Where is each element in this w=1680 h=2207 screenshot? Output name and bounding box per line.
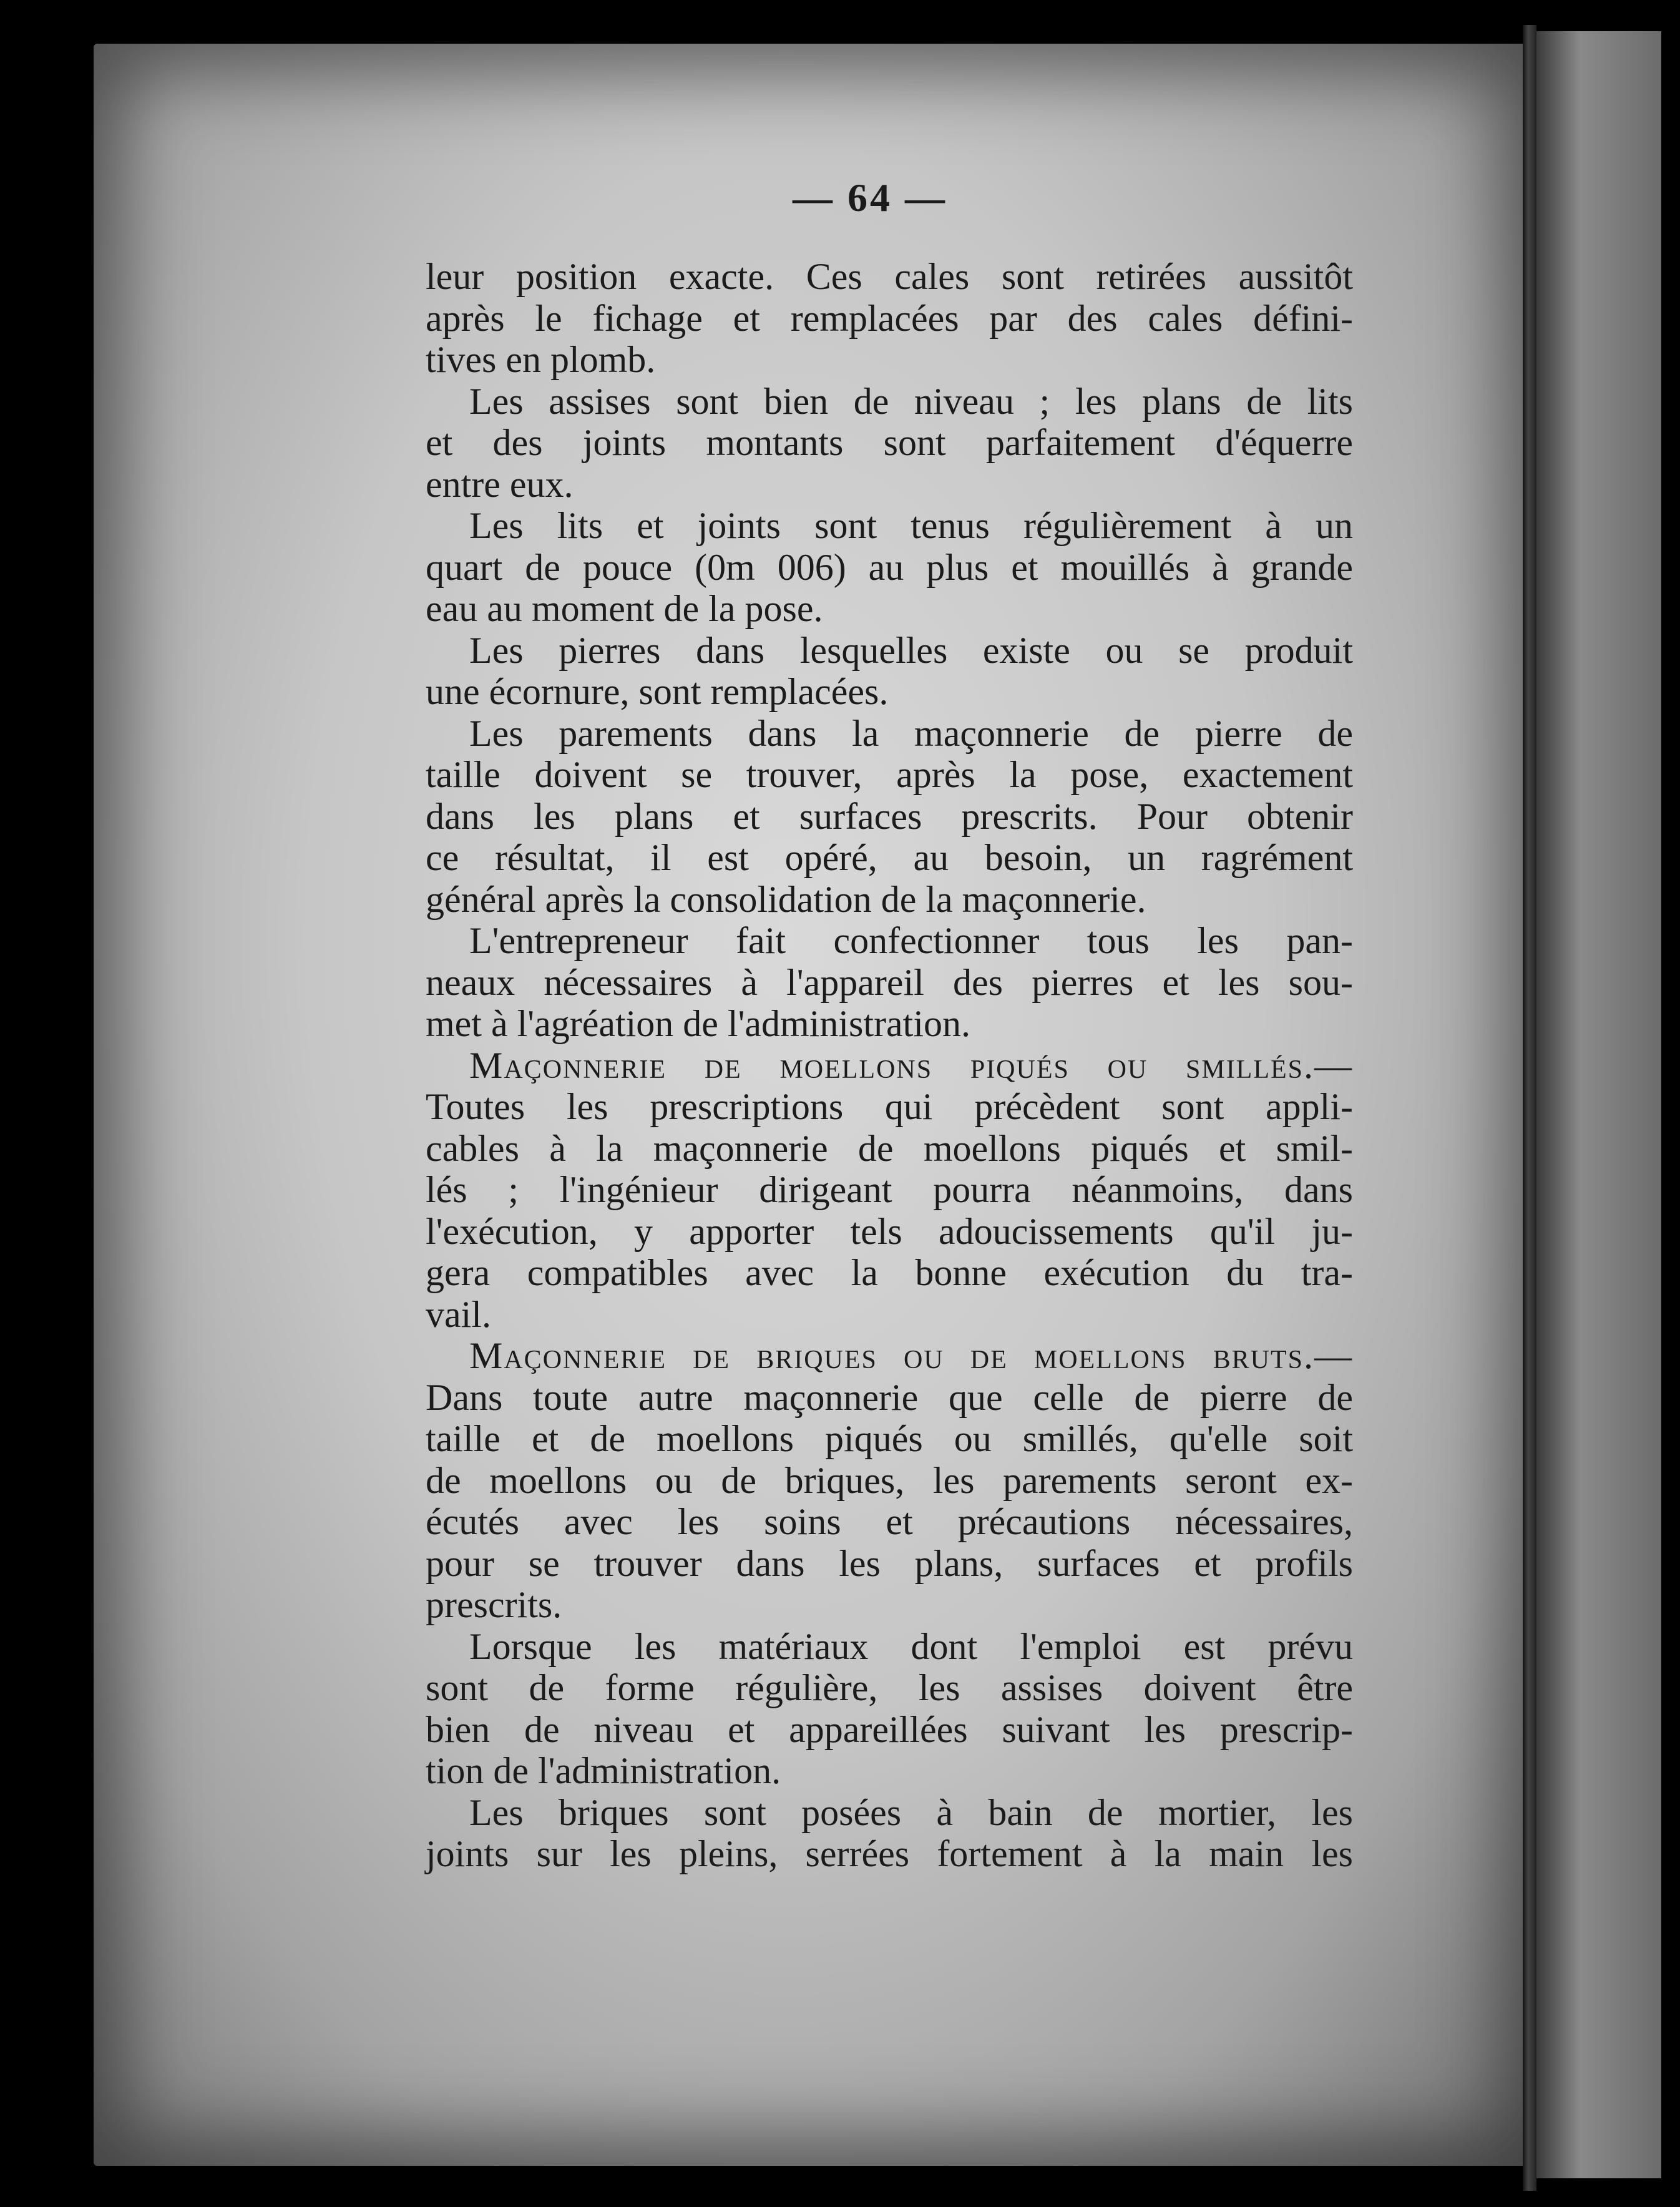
text-line: entre eux.	[426, 463, 574, 505]
text-line: Les assises sont bien de niveau ; les plans de lits	[469, 380, 1353, 422]
text-line: lés ; l'ingénieur dirigeant pourra néanmoins, dans	[426, 1169, 1353, 1210]
text-line: L'entrepreneur fait confectionner tous les pan-	[469, 920, 1353, 961]
text-line: Maçonnerie de moellons piqués ou smillés.—	[469, 1044, 1353, 1086]
book-spine	[1523, 25, 1536, 2191]
facing-page-edge	[1536, 31, 1661, 2178]
text-line: leur position exacte. Ces cales sont retirées aussitôt	[426, 256, 1353, 297]
text-line: de moellons ou de briques, les parements seront ex-	[426, 1459, 1353, 1501]
text-line: joints sur les pleins, serrées fortement à la main les	[426, 1833, 1353, 1874]
text-line: neaux nécessaires à l'appareil des pierres et les sou-	[426, 961, 1353, 1003]
text-line: Lorsque les matériaux dont l'emploi est prévu	[469, 1625, 1353, 1667]
text-line: Maçonnerie de briques ou de moellons bruts.—	[469, 1335, 1353, 1376]
text-line: Les pierres dans lesquelles existe ou se produit	[469, 629, 1353, 671]
text-line: et des joints montants sont parfaitement d'équerre	[426, 422, 1353, 463]
text-line: pour se trouver dans les plans, surfaces et profils	[426, 1542, 1353, 1584]
text-line: tion de l'administration.	[426, 1750, 781, 1791]
text-line: écutés avec les soins et précautions nécessaires,	[426, 1501, 1353, 1542]
text-line: Les briques sont posées à bain de mortier, les	[469, 1791, 1353, 1833]
text-line: Dans toute autre maçonnerie que celle de pierre de	[426, 1376, 1353, 1418]
body-text	[426, 256, 1353, 1875]
text-line: bien de niveau et appareillées suivant les prescrip-	[426, 1708, 1353, 1750]
text-line: quart de pouce (0m 006) au plus et mouillés à grande	[426, 546, 1353, 588]
text-line: l'exécution, y apporter tels adoucissements qu'il ju-	[426, 1210, 1353, 1252]
text-line: général après la consolidation de la maçonnerie.	[426, 878, 1146, 920]
text-line: taille doivent se trouver, après la pose, exactement	[426, 754, 1353, 795]
text-line: Toutes les prescriptions qui précèdent sont appli-	[426, 1086, 1353, 1127]
text-line: met à l'agréation de l'administration.	[426, 1003, 971, 1044]
text-line: cables à la maçonnerie de moellons piqués et smil-	[426, 1127, 1353, 1169]
text-line: Les parements dans la maçonnerie de pierre de	[469, 712, 1353, 754]
text-line: ce résultat, il est opéré, au besoin, un ragrément	[426, 837, 1353, 878]
page-number: — 64 —	[793, 175, 947, 220]
text-line: sont de forme régulière, les assises doivent être	[426, 1667, 1353, 1708]
text-line: gera compatibles avec la bonne exécution du tra-	[426, 1252, 1353, 1293]
text-line: taille et de moellons piqués ou smillés, qu'elle soit	[426, 1418, 1353, 1459]
text-line: dans les plans et surfaces prescrits. Pour obtenir	[426, 795, 1353, 837]
text-line: vail.	[426, 1293, 491, 1335]
text-line: eau au moment de la pose.	[426, 588, 823, 629]
text-line: Les lits et joints sont tenus régulièrement à un	[469, 505, 1353, 546]
text-line: une écornure, sont remplacées.	[426, 671, 889, 712]
text-line: après le fichage et remplacées par des cales défini-	[426, 297, 1353, 339]
text-line: tives en plomb.	[426, 339, 656, 380]
text-line: prescrits.	[426, 1584, 562, 1625]
